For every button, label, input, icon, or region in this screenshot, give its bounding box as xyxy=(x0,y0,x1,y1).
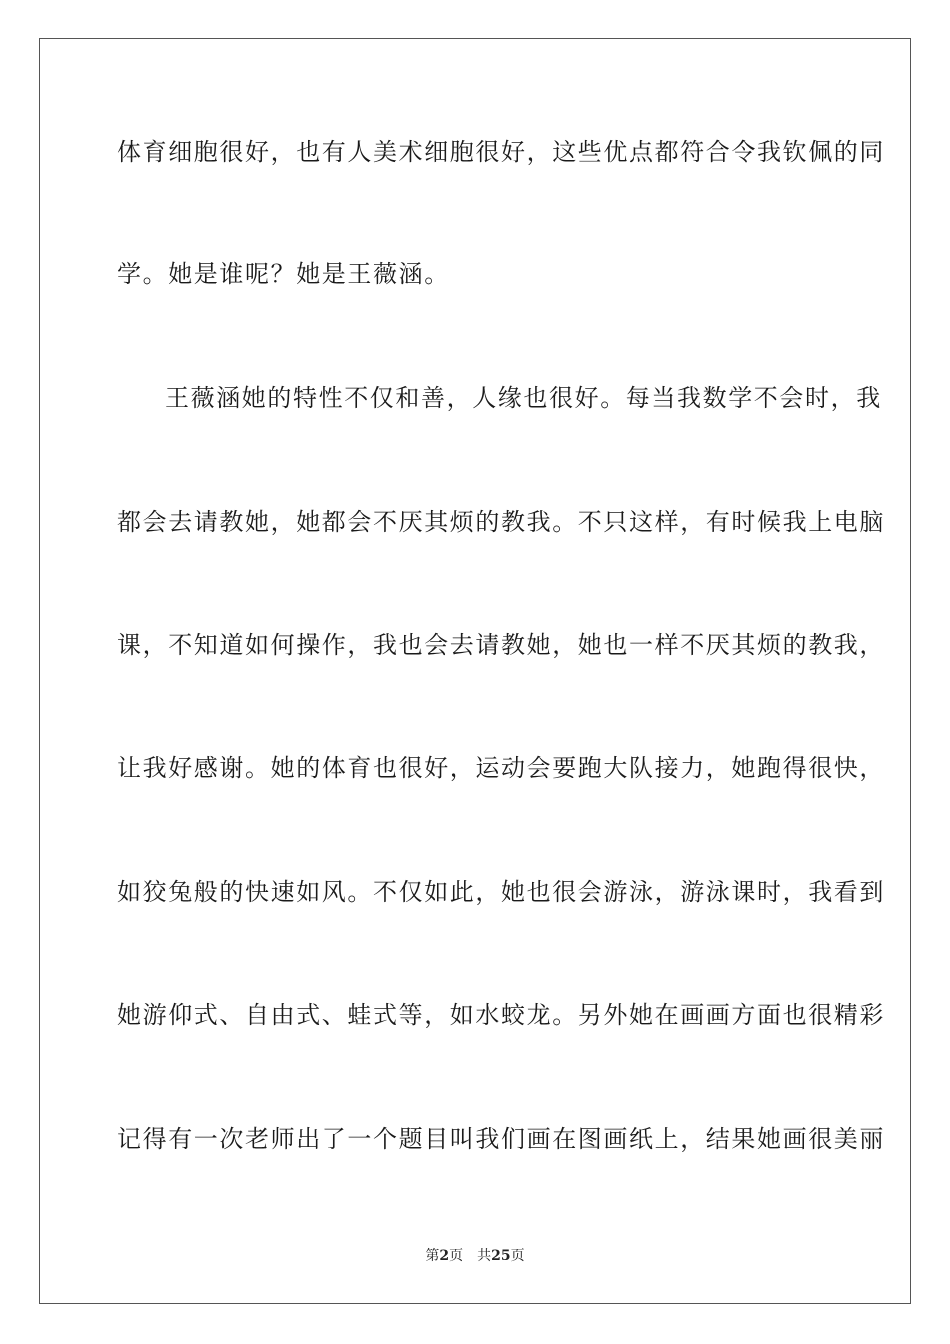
page-total: 共25页 xyxy=(477,1248,525,1264)
text-line-1: 体育细胞很好，也有人美术细胞很好，这些优点都符合令我钦佩的同 xyxy=(117,138,885,166)
text-line-6: 让我好感谢。她的体育也很好，运动会要跑大队接力，她跑得很快， xyxy=(117,754,885,782)
text-line-8: 她游仰式、自由式、蛙式等，如水蛟龙。另外她在画画方面也很精彩 xyxy=(117,1001,885,1029)
text-line-5: 课，不知道如何操作，我也会去请教她，她也一样不厌其烦的教我， xyxy=(117,631,885,659)
text-line-2: 学。她是谁呢？她是王薇涵。 xyxy=(117,260,450,288)
page-number: 第2页 xyxy=(425,1248,464,1264)
text-line-4: 都会去请教她，她都会不厌其烦的教我。不只这样，有时候我上电脑 xyxy=(117,508,885,536)
text-line-9: 记得有一次老师出了一个题目叫我们画在图画纸上，结果她画很美丽 xyxy=(117,1125,885,1153)
page-footer xyxy=(0,1247,950,1265)
text-line-7: 如狡兔般的快速如风。不仅如此，她也很会游泳，游泳课时，我看到 xyxy=(117,878,885,906)
page-border xyxy=(39,38,911,1304)
text-line-3: 王薇涵她的特性不仅和善，人缘也很好。每当我数学不会时，我 xyxy=(165,384,882,412)
